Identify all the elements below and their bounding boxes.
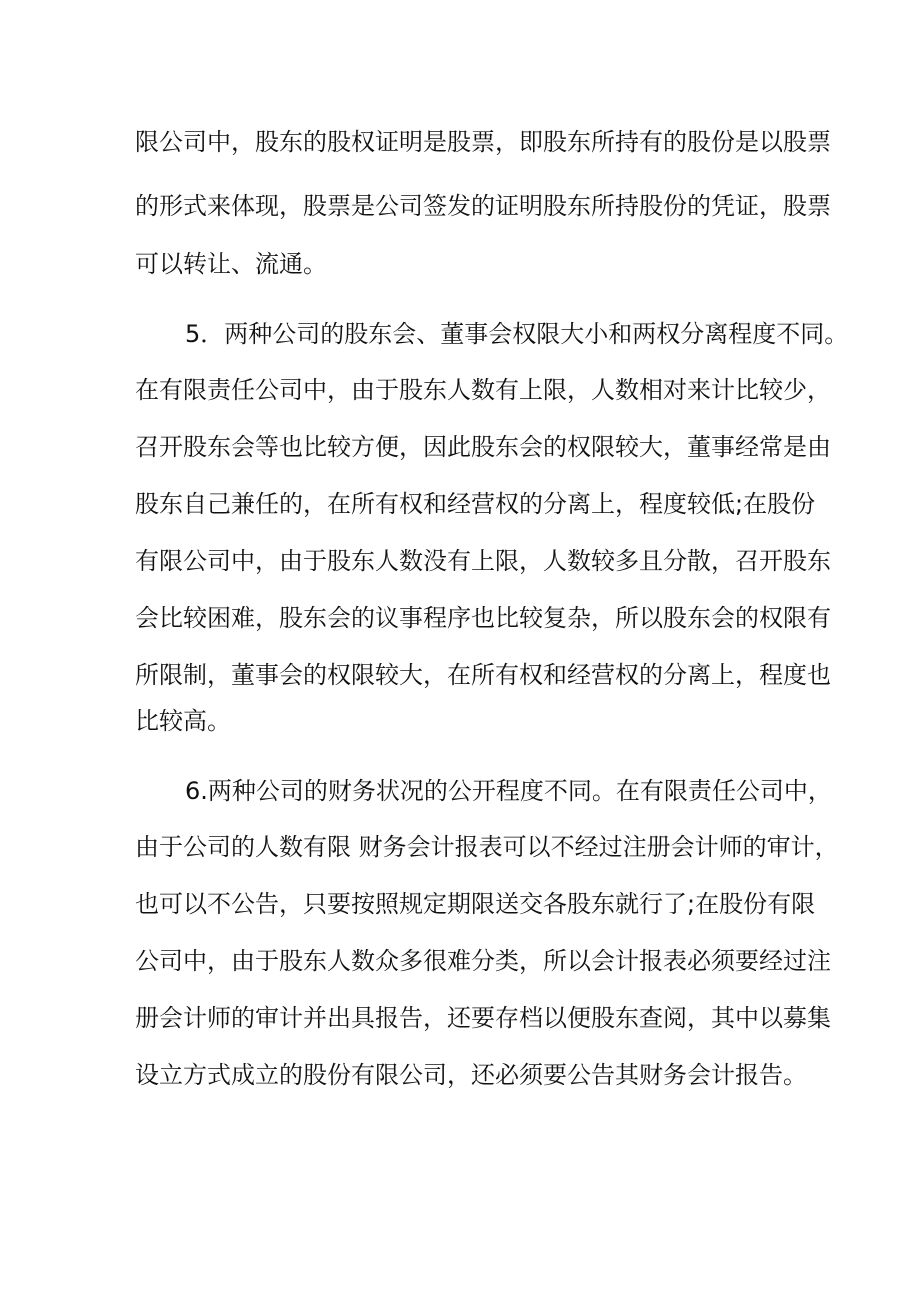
text-line: 可以转让、流通。: [135, 250, 327, 278]
text-line: 在有限责任公司中，由于股东人数有上限，人数相对来计比较少，: [135, 376, 831, 404]
text-line: 有限公司中，由于股东人数没有上限，人数较多且分散，召开股东: [135, 547, 831, 575]
text-line: 6.两种公司的财务状况的公开程度不同。在有限责任公司中，: [185, 777, 832, 805]
text-line: 比较高。: [135, 707, 231, 735]
text-line: 5．两种公司的股东会、董事会权限大小和两权分离程度不同。: [185, 320, 849, 348]
text-line: 股东自己兼任的，在所有权和经营权的分离上，程度较低;在股份: [135, 490, 816, 518]
text-line: 限公司中，股东的股权证明是股票，即股东所持有的股份是以股票: [135, 128, 831, 156]
text-line: 公司中，由于股东人数众多很难分类，所以会计报表必须要经过注: [135, 947, 831, 975]
text-line: 由于公司的人数有限 财务会计报表可以不经过注册会计师的审计，: [135, 833, 839, 861]
text-line: 所限制，董事会的权限较大，在所有权和经营权的分离上，程度也: [135, 661, 831, 689]
text-line: 册会计师的审计并出具报告，还要存档以便股东查阅，其中以募集: [135, 1004, 831, 1032]
text-line: 设立方式成立的股份有限公司，还必须要公告其财务会计报告。: [135, 1061, 807, 1089]
text-line: 会比较困难，股东会的议事程序也比较复杂，所以股东会的权限有: [135, 604, 831, 632]
text-line: 召开股东会等也比较方便，因此股东会的权限较大，董事经常是由: [135, 433, 831, 461]
text-line: 的形式来体现，股票是公司签发的证明股东所持股份的凭证，股票: [135, 192, 831, 220]
text-line: 也可以不公告，只要按照规定期限送交各股东就行了;在股份有限: [135, 890, 816, 918]
